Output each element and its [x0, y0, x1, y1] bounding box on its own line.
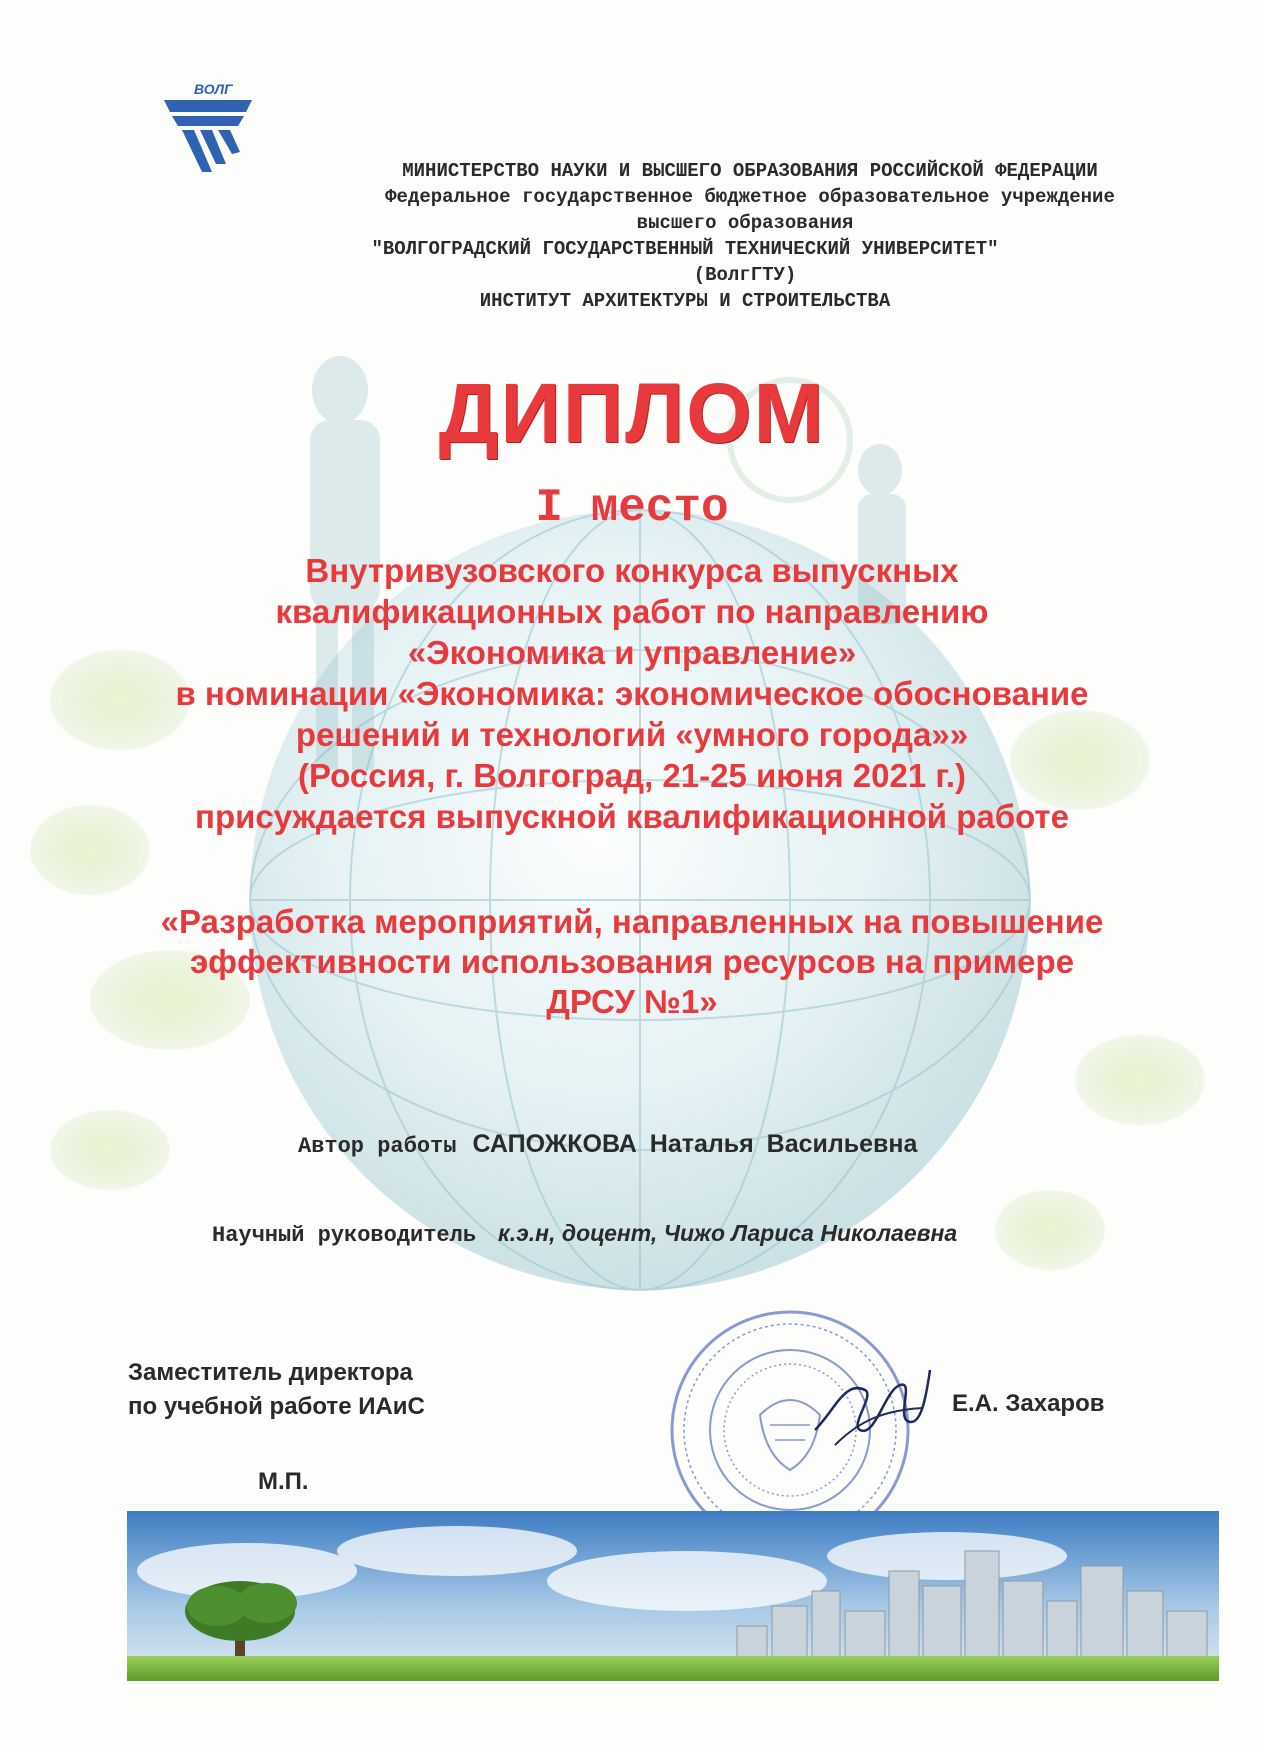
award-line: (Россия, г. Волгоград, 21-25 июня 2021 г.)	[298, 757, 966, 794]
supervisor-row	[212, 1220, 957, 1248]
signatory-position	[128, 1356, 425, 1424]
city-skyline-banner	[127, 1511, 1219, 1681]
institute-name: ИНСТИТУТ АРХИТЕКТУРЫ И СТРОИТЕЛЬСТВА	[479, 290, 891, 312]
ministry-name: МИНИСТЕРСТВО НАУКИ И ВЫСШЕГО ОБРАЗОВАНИЯ РОССИЙСКОЙ ФЕДЕРАЦИИ	[402, 160, 1098, 182]
signatory-position-line: Заместитель директора	[128, 1359, 413, 1386]
place-label: I место	[535, 482, 729, 534]
seal-place-label: М.П.	[258, 1468, 309, 1495]
signatory-position-line: по учебной работе ИАиС	[128, 1393, 425, 1420]
supervisor-label: Научный руководитель	[212, 1223, 477, 1248]
education-level: высшего образования	[636, 212, 854, 234]
institution-type: Федеральное государственное бюджетное образовательное учреждение	[385, 186, 1115, 208]
award-line: присуждается выпускной квалификационной работе	[195, 798, 1069, 835]
signature-icon	[805, 1350, 935, 1460]
svg-text:ВОЛГ: ВОЛГ	[194, 81, 233, 97]
signatory-name: Е.А. Захаров	[952, 1390, 1105, 1417]
ministry-header	[180, 158, 1190, 314]
work-title	[100, 902, 1164, 1022]
award-line: решений и технологий «умного города»»	[295, 716, 969, 753]
supervisor-name: к.э.н, доцент, Чижо Лариса Николаевна	[498, 1220, 958, 1246]
award-line: квалификационных работ по направлению	[275, 593, 989, 630]
award-line: в номинации «Экономика: экономическое обоснование	[175, 675, 1089, 712]
award-line: «Экономика и управление»	[407, 634, 857, 671]
university-abbrev: (ВолгГТУ)	[693, 264, 797, 286]
work-title-line: эффективности использования ресурсов на примере	[189, 943, 1075, 980]
award-line: Внутривузовского конкурса выпускных	[305, 552, 959, 589]
award-description	[100, 550, 1164, 837]
diploma-title: ДИПЛОМ	[438, 366, 826, 460]
author-name: САПОЖКОВА Наталья Васильевна	[472, 1130, 918, 1158]
work-title-line: «Разработка мероприятий, направленных на повышение	[160, 903, 1104, 940]
author-label: Автор работы	[298, 1134, 457, 1159]
work-title-line: ДРСУ №1»	[546, 983, 718, 1020]
author-row	[298, 1130, 917, 1159]
university-name: "ВОЛГОГРАДСКИЙ ГОСУДАРСТВЕННЫЙ ТЕХНИЧЕСКИЙ УНИВЕРСИТЕТ"	[371, 238, 999, 260]
